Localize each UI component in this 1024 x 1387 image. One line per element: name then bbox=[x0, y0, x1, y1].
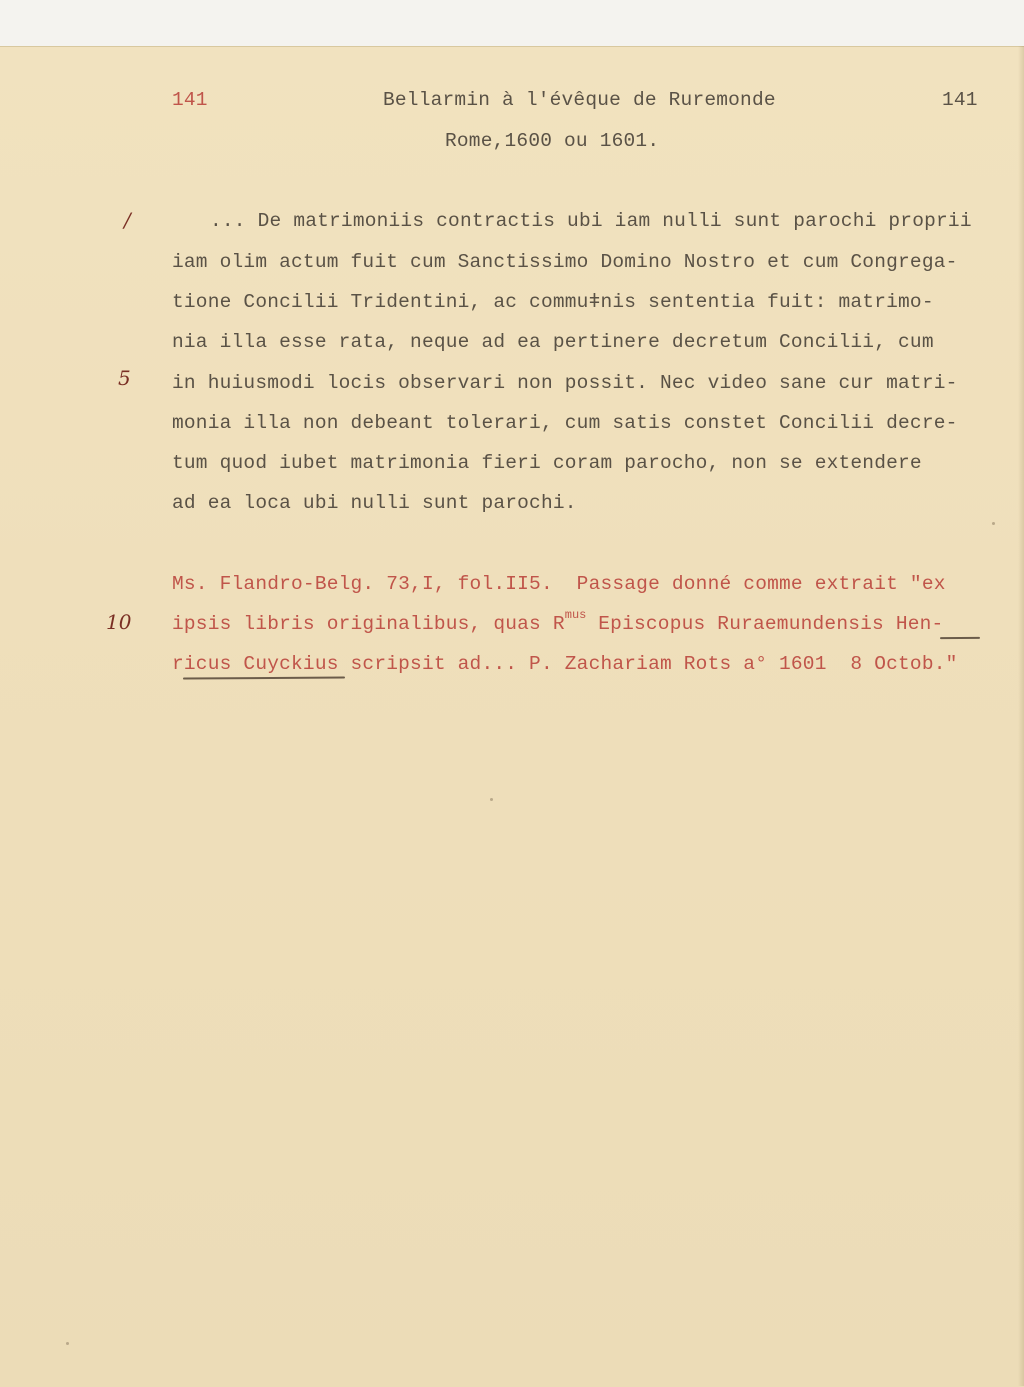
margin-line-number-10: 10 bbox=[106, 610, 132, 634]
body-line-5: in huiusmodi locis observari non possit. Nec video sane cur matri- bbox=[172, 372, 958, 394]
paper-speck bbox=[490, 798, 493, 801]
body-line-4: nia illa esse rata, neque ad ea pertinere decretum Concilii, cum bbox=[172, 331, 934, 353]
typed-page bbox=[0, 46, 1024, 1387]
body-line-8: ad ea loca ubi nulli sunt parochi. bbox=[172, 492, 577, 514]
folio-number-right: 141 bbox=[942, 89, 978, 111]
folio-number-left: 141 bbox=[172, 89, 208, 111]
handwritten-underline-hen bbox=[940, 637, 980, 639]
margin-line-number-5: 5 bbox=[118, 366, 131, 390]
source-note-line-1: Ms. Flandro-Belg. 73,I, fol.II5. Passage donné comme extrait "ex bbox=[172, 573, 946, 595]
margin-line-number-1: / bbox=[124, 208, 131, 232]
page-edge-shadow bbox=[1018, 46, 1024, 1386]
body-line-1: ... De matrimoniis contractis ubi iam nulli sunt parochi proprii bbox=[210, 210, 972, 232]
source-note-line-2-end: Episcopus Ruraemundensis Hen- bbox=[586, 613, 944, 635]
source-note-line-2-start: ipsis libris originalibus, quas R bbox=[172, 613, 565, 635]
scanner-margin bbox=[0, 0, 1024, 46]
source-note-line-2 bbox=[172, 608, 944, 638]
body-line-3: tione Concilii Tridentini, ac commuǂnis sententia fuit: matrimo- bbox=[172, 291, 934, 313]
paper-speck bbox=[66, 1342, 69, 1345]
body-line-6: monia illa non debeant tolerari, cum satis constet Concilii decre- bbox=[172, 412, 958, 434]
body-line-7: tum quod iubet matrimonia fieri coram parocho, non se extendere bbox=[172, 452, 922, 474]
place-date: Rome,1600 ou 1601. bbox=[445, 130, 660, 152]
document-title: Bellarmin à l'évêque de Ruremonde bbox=[383, 89, 776, 111]
source-note-line-3: ricus Cuyckius scripsit ad... P. Zachariam Rots a° 1601 8 Octob." bbox=[172, 653, 958, 675]
paper-speck bbox=[992, 522, 995, 525]
body-line-2: iam olim actum fuit cum Sanctissimo Domino Nostro et cum Congrega- bbox=[172, 251, 958, 273]
superscript-mus: mus bbox=[564, 608, 587, 622]
